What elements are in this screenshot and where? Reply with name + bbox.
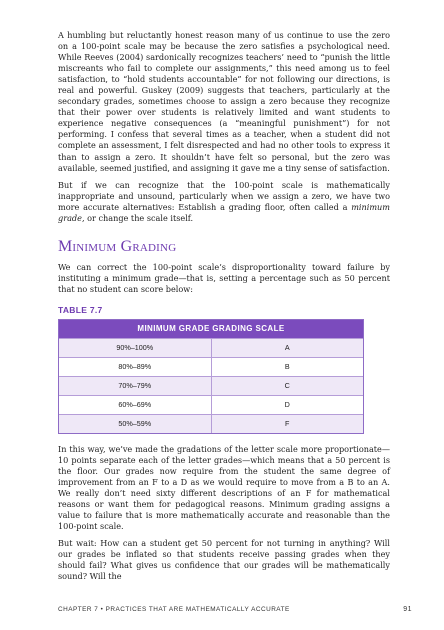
table-header: MINIMUM GRADE GRADING SCALE	[59, 320, 363, 338]
page-body	[58, 30, 390, 583]
section-heading-minimum-grading: Minimum Grading	[58, 237, 177, 255]
range-cell: 90%–100%	[59, 339, 212, 357]
paragraph-alternatives-emphasis: minimum grade	[58, 201, 390, 223]
paragraph-zero-psychology: A humbling but reluctantly honest reason many of us continue to use the zero on a 100-point scale may be because the zero satisfies a psychological need. While Reeves (2004) sardonically recognizes teachers’ need to “punish the little miscreants who fail to complete our assignments,” this need among us to feel satisfaction, to “hold students accountable” for not following our directions, is real and powerful. Guskey (2009) suggests that teachers, particularly at the secondary grades, sometimes choose to assign a zero because they recognize that their power over students is relatively limited and want students to experience negative consequences (a “meaningful punishment”) for not performing. I confess that several times as a teacher, when a student did not complete an assessment, I felt disrespected and had no other tools to express it than to assign a zero. It shouldn’t have felt so personal, but the zero was available, seemed justified, and assigning it gave me a tiny sense of satisfaction.	[58, 30, 390, 173]
paragraph-alternatives-start: But if we can recognize that the 100-point scale is mathematically inappropriate and unsound, particularly when we assign a zero, we have two more accurate alternatives: Establish a grading floor, often called a	[58, 179, 390, 212]
table-label: TABLE 7.7	[58, 304, 103, 315]
paragraph-alternatives	[58, 180, 390, 224]
table-row	[59, 357, 363, 376]
grade-cell: C	[284, 380, 290, 390]
paragraph-minimum-grading-intro: We can correct the 100-point scale’s disproportionality toward failure by instituting a minimum grade—that is, setting a percentage such as 50 percent that no student can score below:	[58, 261, 390, 294]
table-row	[59, 338, 363, 357]
range-cell: 70%–79%	[59, 377, 212, 395]
table-row	[59, 376, 363, 395]
grade-cell: B	[284, 361, 290, 371]
paragraph-proportionate: In this way, we’ve made the gradations of the letter scale more proportionate—10 points separate each of the letter grades—which means that a 50 percent is the floor. Our grades now require from the student the same degree of improvement from an F to a D as we would require to move from a B to an A. We really don’t need sixty different descriptions of an F for mathematical reasons or want them for pedagogical reasons. Minimum grading assigns a value to failure that is more mathematically accurate and reasonable than the 100-point scale.	[58, 443, 390, 532]
range-cell: 60%–69%	[59, 396, 212, 414]
page-number: 91	[403, 606, 412, 613]
paragraph-alternatives-end: , or change the scale itself.	[81, 212, 194, 223]
paragraph-but-wait: But wait: How can a student get 50 percent for not turning in anything? Will our grades be inflated so that students receive passing grades when they should fail? What gives us confidence that our grades will be mathematically sound? Will the	[58, 538, 390, 582]
range-cell: 50%–59%	[59, 415, 212, 433]
running-footer-chapter: CHAPTER 7 • PRACTICES THAT ARE MATHEMATICALLY ACCURATE	[58, 606, 290, 613]
grade-cell: F	[285, 418, 290, 428]
table-row	[59, 395, 363, 414]
minimum-grade-table	[58, 319, 364, 434]
grade-cell: A	[284, 342, 290, 352]
grade-cell: D	[284, 399, 290, 409]
page-footer	[58, 606, 412, 613]
range-cell: 80%–89%	[59, 358, 212, 376]
table-body	[59, 338, 363, 433]
table-row	[59, 414, 363, 433]
